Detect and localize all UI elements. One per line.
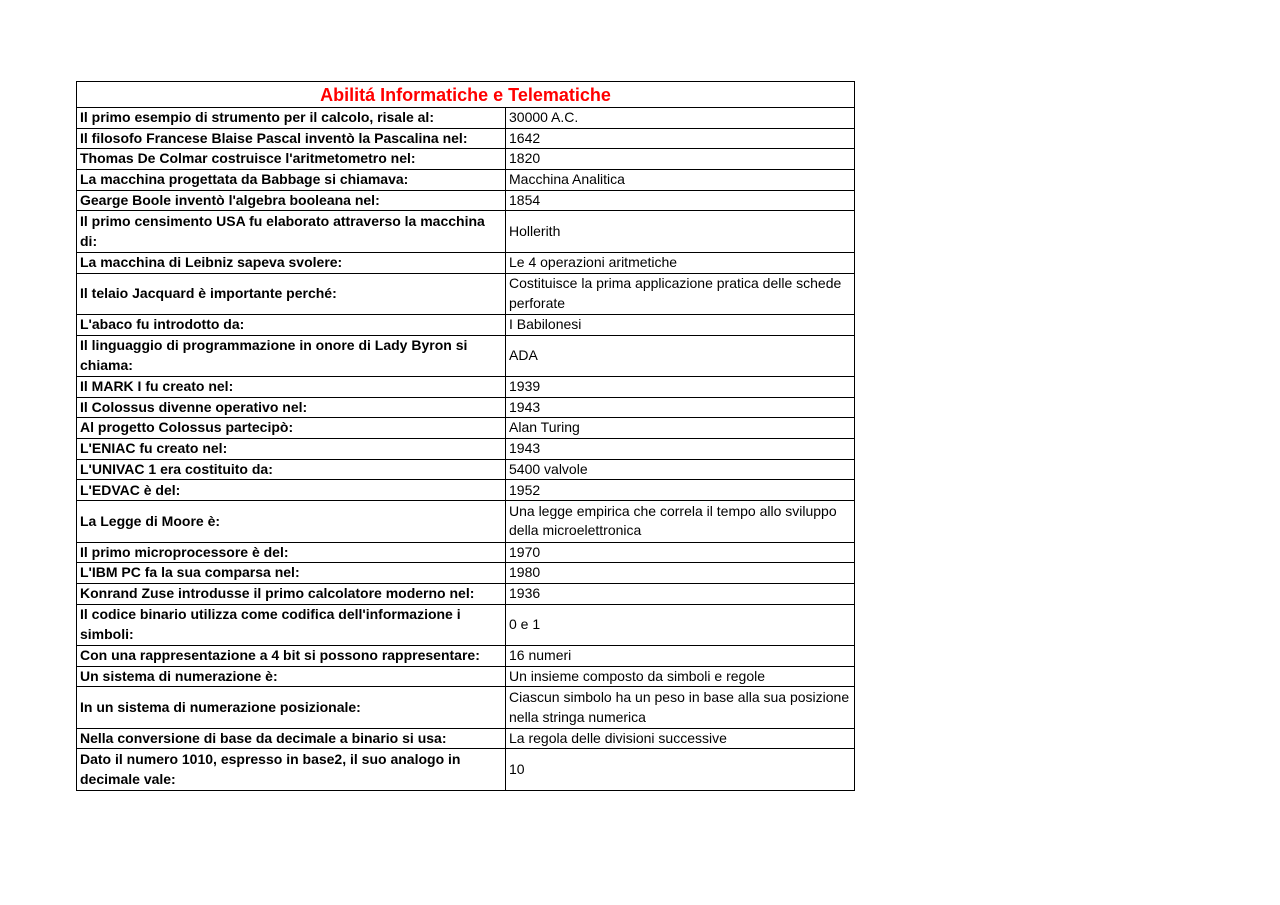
question-cell: Konrand Zuse introdusse il primo calcolatore moderno nel: xyxy=(77,583,506,604)
table-row xyxy=(77,501,855,542)
table-row xyxy=(77,645,855,666)
question-cell: Il Colossus divenne operativo nel: xyxy=(77,397,506,418)
title-row xyxy=(77,82,855,108)
question-cell: La macchina di Leibniz sapeva svolere: xyxy=(77,252,506,273)
table-row xyxy=(77,335,855,376)
question-cell: In un sistema di numerazione posizionale: xyxy=(77,687,506,728)
table-row xyxy=(77,728,855,749)
question-cell: L'ENIAC fu creato nel: xyxy=(77,439,506,460)
table-row xyxy=(77,149,855,170)
question-cell: Al progetto Colossus partecipò: xyxy=(77,418,506,439)
answer-cell: 1820 xyxy=(506,149,855,170)
document-title: Abilitá Informatiche e Telematiche xyxy=(77,82,855,108)
table-row xyxy=(77,190,855,211)
answer-cell: Alan Turing xyxy=(506,418,855,439)
question-cell: Nella conversione di base da decimale a binario si usa: xyxy=(77,728,506,749)
question-cell: Il codice binario utilizza come codifica dell'informazione i simboli: xyxy=(77,604,506,645)
answer-cell: 1642 xyxy=(506,128,855,149)
question-cell: Con una rappresentazione a 4 bit si possono rappresentare: xyxy=(77,645,506,666)
question-cell: Dato il numero 1010, espresso in base2, il suo analogo in decimale vale: xyxy=(77,749,506,790)
answer-cell: 1943 xyxy=(506,439,855,460)
answer-cell: Costituisce la prima applicazione pratica delle schede perforate xyxy=(506,273,855,314)
table-row xyxy=(77,542,855,563)
table-row xyxy=(77,108,855,129)
answer-cell: Un insieme composto da simboli e regole xyxy=(506,666,855,687)
table-row xyxy=(77,439,855,460)
question-cell: L'UNIVAC 1 era costituito da: xyxy=(77,459,506,480)
question-cell: L'EDVAC è del: xyxy=(77,480,506,501)
answer-cell: 0 e 1 xyxy=(506,604,855,645)
quiz-table xyxy=(76,81,855,791)
answer-cell: 16 numeri xyxy=(506,645,855,666)
question-cell: L'abaco fu introdotto da: xyxy=(77,314,506,335)
table-row xyxy=(77,211,855,252)
quiz-sheet xyxy=(76,81,854,791)
answer-cell: Una legge empirica che correla il tempo allo sviluppo della microelettronica xyxy=(506,501,855,542)
question-cell: Il filosofo Francese Blaise Pascal inventò la Pascalina nel: xyxy=(77,128,506,149)
question-cell: La macchina progettata da Babbage si chiamava: xyxy=(77,170,506,191)
answer-cell: 1980 xyxy=(506,563,855,584)
answer-cell: Le 4 operazioni aritmetiche xyxy=(506,252,855,273)
question-cell: Il primo esempio di strumento per il calcolo, risale al: xyxy=(77,108,506,129)
question-cell: La Legge di Moore è: xyxy=(77,501,506,542)
answer-cell: 5400 valvole xyxy=(506,459,855,480)
table-row xyxy=(77,563,855,584)
question-cell: Un sistema di numerazione è: xyxy=(77,666,506,687)
table-row xyxy=(77,418,855,439)
answer-cell: 1939 xyxy=(506,376,855,397)
answer-cell: La regola delle divisioni successive xyxy=(506,728,855,749)
table-row xyxy=(77,604,855,645)
table-row xyxy=(77,666,855,687)
answer-cell: 1854 xyxy=(506,190,855,211)
table-row xyxy=(77,480,855,501)
answer-cell: Macchina Analitica xyxy=(506,170,855,191)
table-row xyxy=(77,170,855,191)
table-row xyxy=(77,583,855,604)
answer-cell: 10 xyxy=(506,749,855,790)
question-cell: Il primo microprocessore è del: xyxy=(77,542,506,563)
table-row xyxy=(77,687,855,728)
question-cell: L'IBM PC fa la sua comparsa nel: xyxy=(77,563,506,584)
question-cell: Il telaio Jacquard è importante perché: xyxy=(77,273,506,314)
question-cell: Il linguaggio di programmazione in onore di Lady Byron si chiama: xyxy=(77,335,506,376)
table-row xyxy=(77,273,855,314)
question-cell: Il MARK I fu creato nel: xyxy=(77,376,506,397)
question-cell: Gearge Boole inventò l'algebra booleana nel: xyxy=(77,190,506,211)
table-row xyxy=(77,376,855,397)
answer-cell: 1936 xyxy=(506,583,855,604)
answer-cell: 30000 A.C. xyxy=(506,108,855,129)
answer-cell: 1970 xyxy=(506,542,855,563)
answer-cell: 1952 xyxy=(506,480,855,501)
answer-cell: I Babilonesi xyxy=(506,314,855,335)
answer-cell: ADA xyxy=(506,335,855,376)
table-row xyxy=(77,749,855,790)
answer-cell: 1943 xyxy=(506,397,855,418)
table-row xyxy=(77,252,855,273)
table-row xyxy=(77,314,855,335)
question-cell: Thomas De Colmar costruisce l'aritmetometro nel: xyxy=(77,149,506,170)
question-cell: Il primo censimento USA fu elaborato attraverso la macchina di: xyxy=(77,211,506,252)
table-row xyxy=(77,397,855,418)
answer-cell: Ciascun simbolo ha un peso in base alla sua posizione nella stringa numerica xyxy=(506,687,855,728)
table-row xyxy=(77,459,855,480)
table-row xyxy=(77,128,855,149)
answer-cell: Hollerith xyxy=(506,211,855,252)
